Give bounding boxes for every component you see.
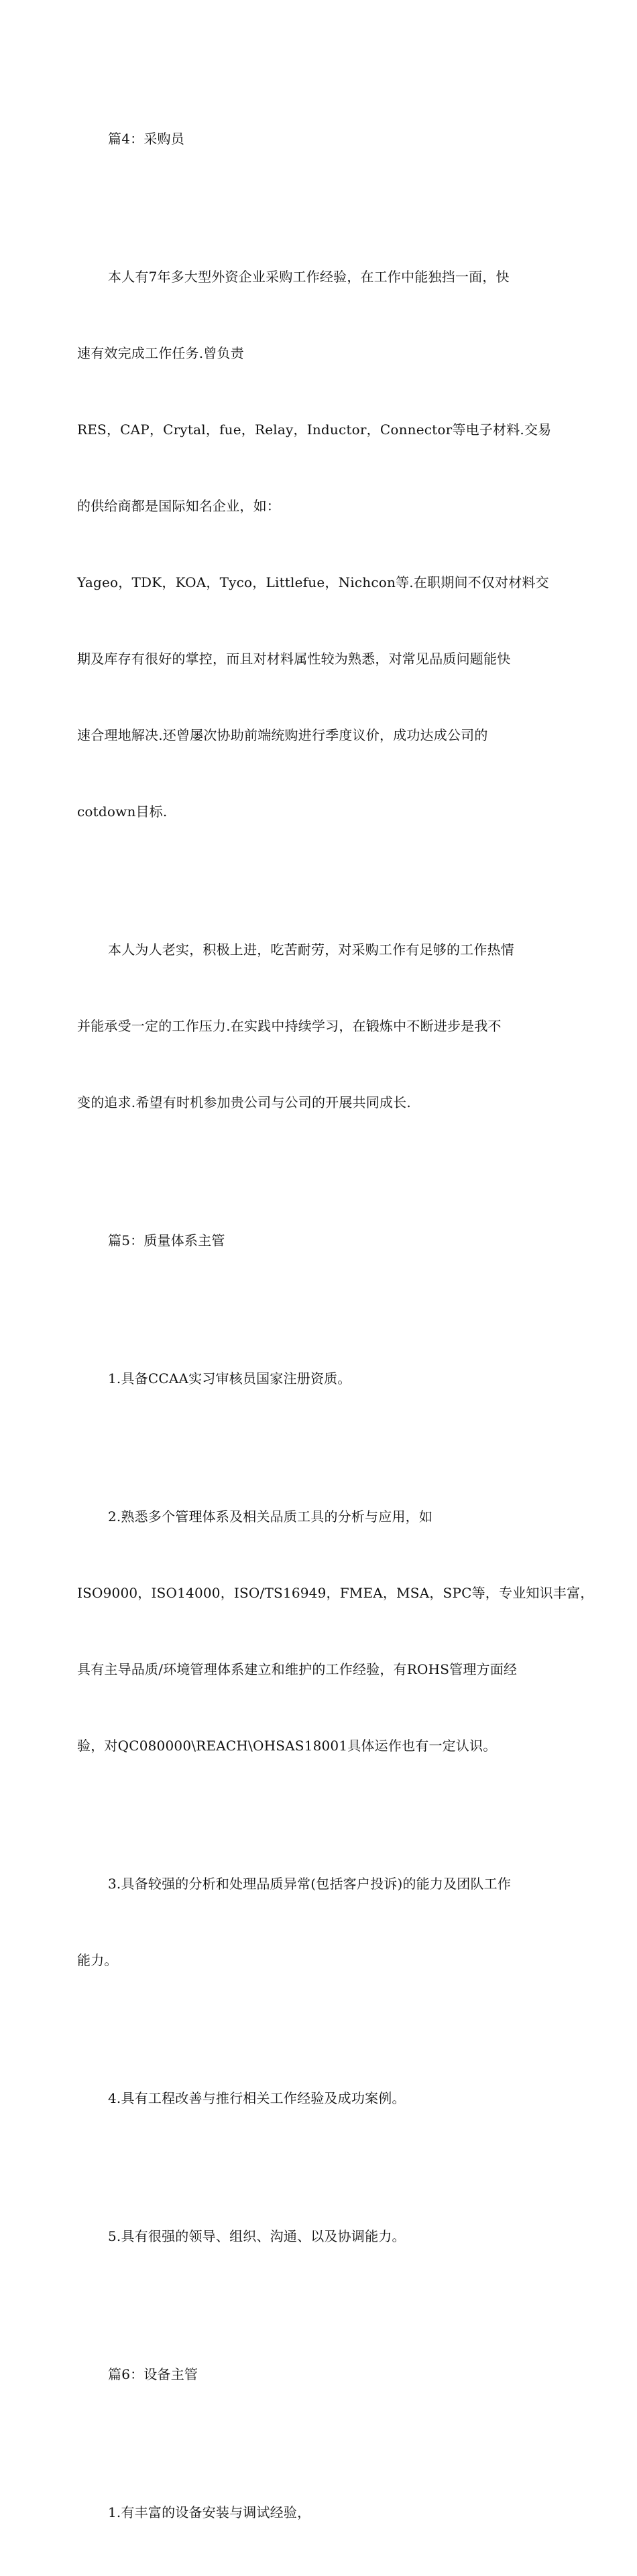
paragraph-purchasing-experience [77, 213, 560, 875]
list-item [77, 1315, 560, 1442]
text-line: 篇4：采购员 [108, 131, 184, 147]
text-line: 能力。 [77, 1952, 118, 1968]
text-line: 3.具备较强的分析和处理品质异常(包括客户投诉)的能力及团队工作 [108, 1876, 512, 1892]
text-line: 验，对QC080000\REACH\OHSAS18001具体运作也有一定认识。 [77, 1738, 497, 1754]
text-line: 篇5：质量体系主管 [108, 1232, 225, 1248]
text-line: 速合理地解决.还曾屡次协助前端统购进行季度议价，成功达成公司的 [77, 727, 488, 743]
paragraph-gap [77, 1166, 560, 1177]
text-line: 变的追求.希望有时机参加贵公司与公司的开展共同成长. [77, 1094, 411, 1110]
paragraph-gap [77, 1304, 560, 1315]
text-line: 篇6：设备主管 [108, 2366, 198, 2382]
paragraph-personality [77, 886, 560, 1166]
text-line: RES，CAP，Crytal，fue，Relay，Inductor，Connector等电子材料.交易 [77, 422, 552, 438]
text-line: 1.具备CCAA实习审核员国家注册资质。 [108, 1370, 351, 1387]
section-heading-quality-system [77, 1177, 560, 1304]
text-line: Yageo，TDK，KOA，Tyco，Littlefue，Nichcon等.在职期间不仅对材料交 [77, 574, 549, 590]
list-item [77, 2035, 560, 2162]
text-line: 本人为人老实，积极上进，吃苦耐劳，对采购工作有足够的工作热情 [108, 942, 514, 958]
text-line: 的供给商都是国际知名企业，如： [77, 498, 280, 514]
list-item [77, 1453, 594, 1809]
list-item [77, 2449, 560, 2576]
section-heading-equipment [77, 2311, 560, 2438]
paragraph-gap [77, 1442, 560, 1453]
paragraph-gap [77, 1809, 560, 1820]
section-heading-purchaser [77, 75, 560, 202]
text-line: 期及库存有很好的掌控，而且对材料属性较为熟悉，对常见品质问题能快 [77, 651, 511, 667]
paragraph-gap [77, 2438, 560, 2449]
list-item [77, 1820, 560, 2024]
paragraph-gap [77, 875, 560, 886]
text-line: 并能承受一定的工作压力.在实践中持续学习，在锻炼中不断进步是我不 [77, 1018, 502, 1034]
paragraph-gap [77, 202, 560, 213]
text-line: ISO9000，ISO14000，ISO/TS16949，FMEA，MSA，SPC等，专业知识丰富， [77, 1585, 594, 1601]
text-line: 本人有7年多大型外资企业采购工作经验，在工作中能独挡一面，快 [108, 269, 510, 285]
document-body [77, 75, 594, 2576]
paragraph-gap [77, 2300, 560, 2311]
text-line: 1.有丰富的设备安装与调试经验， [108, 2504, 311, 2520]
text-line: 具有主导品质/环境管理体系建立和维护的工作经验，有ROHS管理方面经 [77, 1661, 518, 1677]
text-line: 速有效完成工作任务.曾负责 [77, 345, 244, 361]
list-item [77, 2173, 560, 2300]
paragraph-gap [77, 2024, 560, 2035]
text-line: 4.具有工程改善与推行相关工作经验及成功案例。 [108, 2090, 406, 2106]
text-line: 5.具有很强的领导、组织、沟通、以及协调能力。 [108, 2228, 406, 2244]
text-line: 2.熟悉多个管理体系及相关品质工具的分析与应用，如 [108, 1508, 433, 1525]
text-line: cotdown目标. [77, 803, 168, 820]
paragraph-gap [77, 2162, 560, 2173]
